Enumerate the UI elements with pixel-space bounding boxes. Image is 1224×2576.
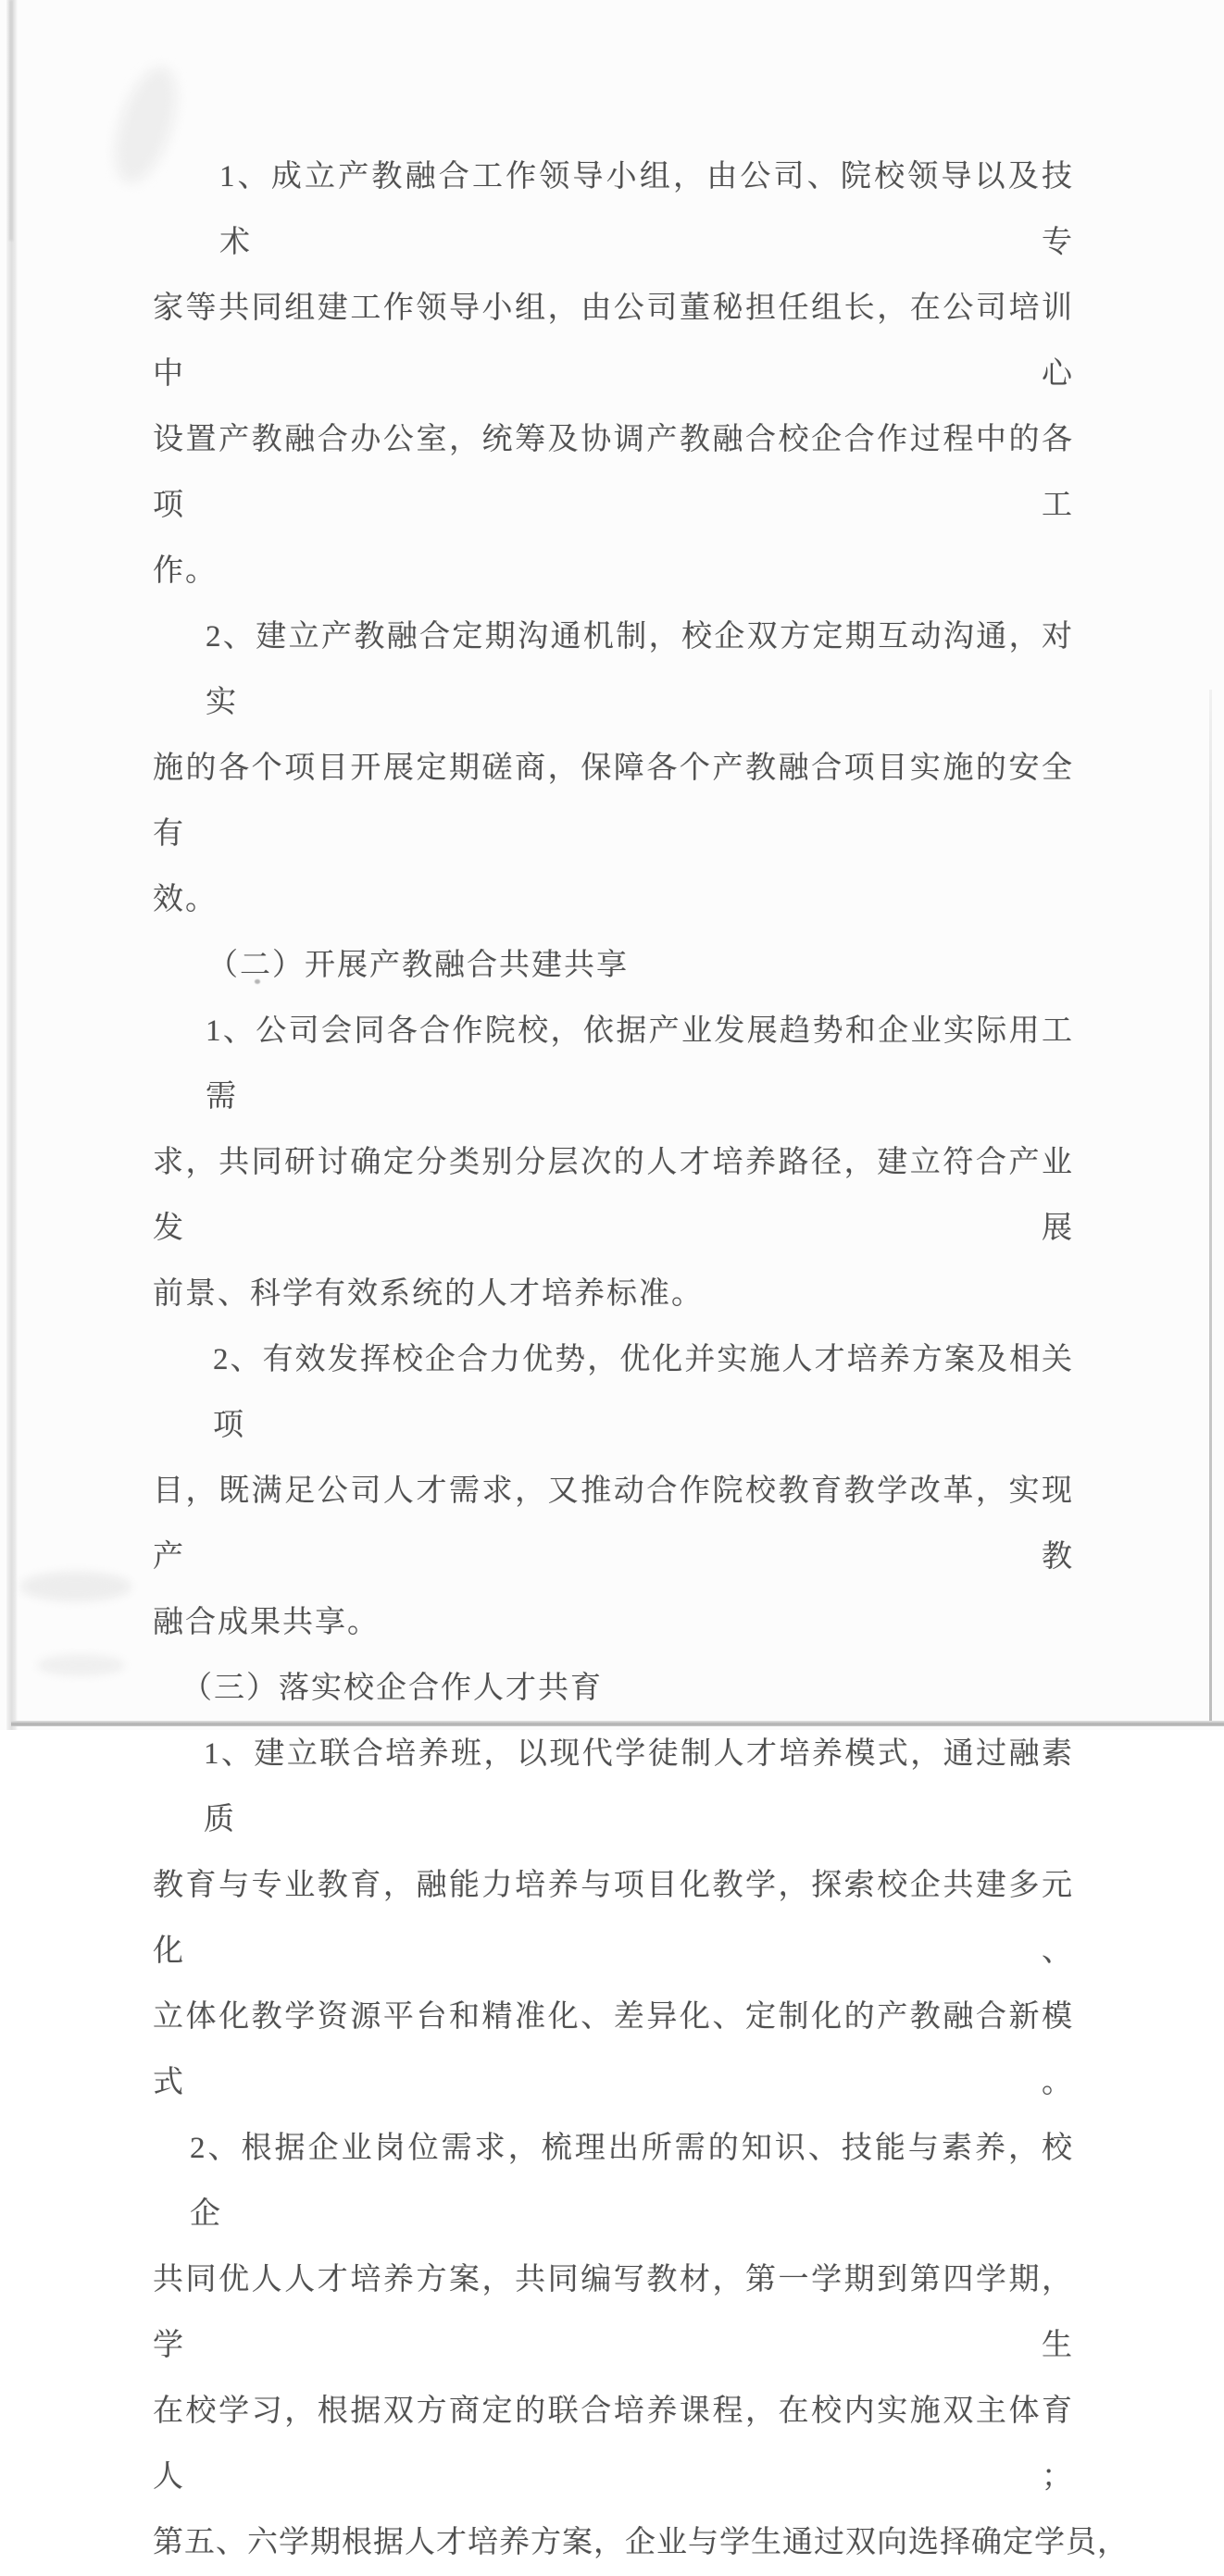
text-line: 第五、六学期根据人才培养方案，企业与学生通过双向选择确定学员，: [153, 2526, 1129, 2559]
scan-smudge-bottom-left-1: [20, 1572, 131, 1601]
text-line: 1、公司会同各合作院校，依据产业发展趋势和企业实际用工需: [206, 1014, 1074, 1114]
text-line: 施的各个项目开展定期磋商，保障各个产教融合项目实施的安全有: [153, 752, 1074, 851]
section-heading: （二）开展产教融合共建共享: [207, 949, 629, 982]
scan-smudge-bottom-left-2: [37, 1655, 125, 1675]
text-line: 效。: [153, 883, 218, 916]
document-text-block: [153, 144, 1129, 2576]
text-line: 目，既满足公司人才需求，又推动合作院校教育教学改革，实现产教: [153, 1475, 1074, 1574]
scanner-edge-shadow-left: [6, 0, 18, 1730]
text-line: 求，共同研讨确定分类别分层次的人才培养路径，建立符合产业发展: [153, 1146, 1074, 1245]
text-line: 2、建立产教融合定期沟通机制，校企双方定期互动沟通，对实: [206, 620, 1074, 719]
text-line: 1、建立联合培养班，以现代学徒制人才培养模式，通过融素质: [204, 1737, 1074, 1836]
scanner-edge-line-right: [1209, 690, 1212, 1724]
scanner-edge-shadow-left-dark: [9, 0, 13, 241]
text-line: 立体化教学资源平台和精准化、差异化、定制化的产教融合新模式。: [153, 2000, 1074, 2099]
text-line: 在校学习，根据双方商定的联合培养课程，在校内实施双主体育人；: [153, 2395, 1074, 2494]
text-line: 2、有效发挥校企合力优势，优化并实施人才培养方案及相关项: [213, 1343, 1074, 1442]
section-heading: （三）落实校企合作人才共育: [181, 1672, 603, 1705]
text-line: 教育与专业教育，融能力培养与项目化教学，探索校企共建多元化、: [153, 1869, 1074, 1968]
text-line: 家等共同组建工作领导小组，由公司董秘担任组长，在公司培训中心: [153, 292, 1074, 391]
text-line: 2、根据企业岗位需求，梳理出所需的知识、技能与素养，校企: [190, 2132, 1074, 2231]
text-line: 融合成果共享。: [153, 1606, 380, 1639]
text-line: 共同优人人才培养方案，共同编写教材，第一学期到第四学期，学生: [153, 2263, 1074, 2362]
text-line: 设置产教融合办公室，统筹及协调产教融合校企合作过程中的各项工: [153, 423, 1074, 522]
text-line: 1、成立产教融合工作领导小组，由公司、院校领导以及技术专: [219, 160, 1074, 259]
text-line: 前景、科学有效系统的人才培养标准。: [153, 1277, 704, 1311]
text-line: 作。: [153, 554, 218, 588]
